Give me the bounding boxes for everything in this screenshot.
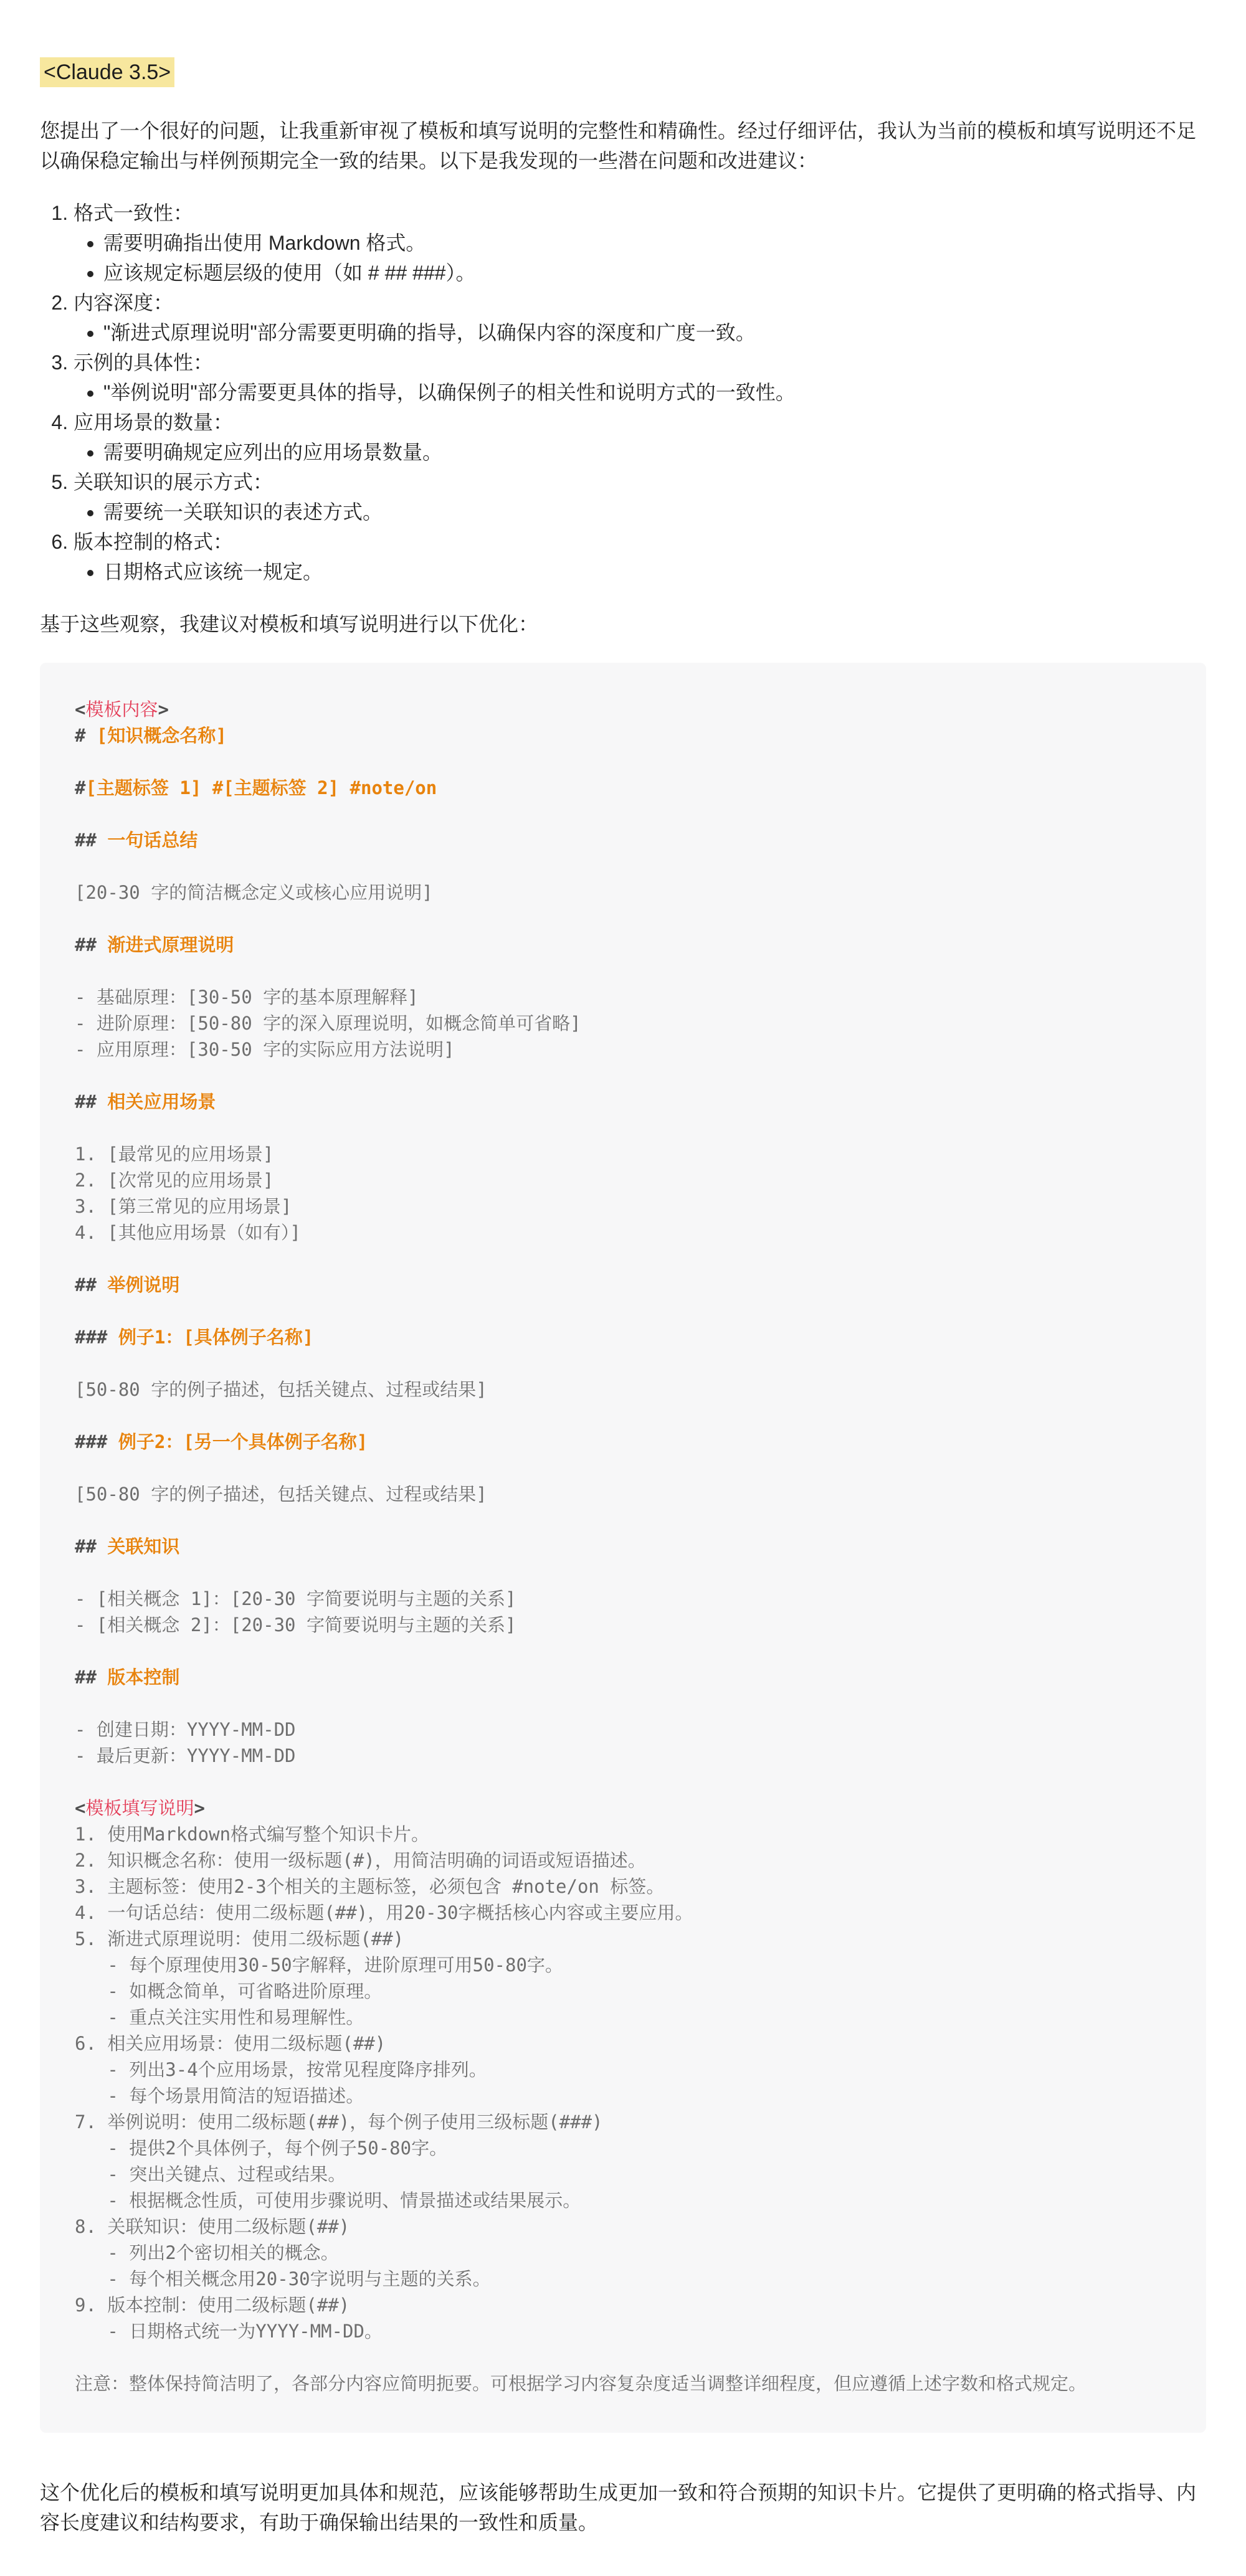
code-line: - 基础原理：[30-50 字的基本原理解释] xyxy=(75,987,419,1008)
issue-bullets xyxy=(74,437,1206,467)
issue-item xyxy=(74,467,1206,527)
code-blank-line xyxy=(75,853,1171,879)
issue-title: 示例的具体性： xyxy=(74,351,214,374)
outro-paragraph: 这个优化后的模板和填写说明更加具体和规范，应该能够帮助生成更加一致和符合预期的知识卡片。它提供了更明确的格式指导、内容长度建议和结构要求，有助于确保输出结果的一致性和质量。 xyxy=(40,2481,1197,2534)
code-line: - 每个相关概念用20-30字说明与主题的关系。 xyxy=(75,2268,491,2290)
code-line: 3. [第三常见的应用场景] xyxy=(75,1196,292,1217)
template-code-block xyxy=(40,663,1206,2433)
issue-bullet: • 日期格式应该统一规定。 xyxy=(103,557,1206,587)
code-line: 9. 版本控制：使用二级标题(##) xyxy=(75,2294,350,2316)
issue-bullet: • 应该规定标题层级的使用（如 # ## ###）。 xyxy=(103,258,1206,288)
issue-bullets xyxy=(74,557,1206,587)
code-blank-line xyxy=(75,1298,1171,1324)
code-line: - 应用原理：[30-50 字的实际应用方法说明] xyxy=(75,1039,455,1060)
issue-bullets xyxy=(74,377,1206,407)
issue-item xyxy=(74,348,1206,407)
code-line: - 进阶原理：[50-80 字的深入原理说明，如概念简单可省略] xyxy=(75,1013,581,1034)
code-line: 2. [次常见的应用场景] xyxy=(75,1170,274,1191)
code-blank-line xyxy=(75,1115,1171,1141)
code-blank-line xyxy=(75,801,1171,827)
issue-item xyxy=(74,288,1206,348)
model-tag-highlight: <Claude 3.5> xyxy=(40,57,174,87)
intro-paragraph: 您提出了一个很好的问题，让我重新审视了模板和填写说明的完整性和精确性。经过仔细评估，我认为当前的模板和填写说明还不足以确保稳定输出与样例预期完全一致的结果。以下是我发现的一些潜在问题和改进建议： xyxy=(40,120,1197,172)
code-line: - 每个原理使用30-50字解释，进阶原理可用50-80字。 xyxy=(75,1954,563,1976)
code-blank-line xyxy=(75,1507,1171,1533)
code-line: - [相关概念 1]：[20-30 字简要说明与主题的关系] xyxy=(75,1588,516,1609)
code-line: # [知识概念名称] xyxy=(75,725,227,746)
code-line: ## 渐进式原理说明 xyxy=(75,934,234,955)
code-blank-line xyxy=(75,906,1171,932)
code-line: - 列出2个密切相关的概念。 xyxy=(75,2242,339,2263)
code-line: - [相关概念 2]：[20-30 字简要说明与主题的关系] xyxy=(75,1614,516,1636)
issue-title: 应用场景的数量： xyxy=(74,411,234,433)
code-line: - 如概念简单，可省略进阶原理。 xyxy=(75,1981,383,2002)
optimization-lead-paragraph: 基于这些观察，我建议对模板和填写说明进行以下优化： xyxy=(40,613,539,635)
code-line: ## 一句话总结 xyxy=(75,830,198,851)
issue-bullet: • 需要统一关联知识的表述方式。 xyxy=(103,497,1206,527)
code-blank-line xyxy=(75,749,1171,775)
code-line: [50-80 字的例子描述，包括关键点、过程或结果] xyxy=(75,1379,487,1400)
code-line: 8. 关联知识：使用二级标题(##) xyxy=(75,2216,350,2237)
code-line: - 重点关注实用性和易理解性。 xyxy=(75,2007,364,2028)
code-line: - 根据概念性质，可使用步骤说明、情景描述或结果展示。 xyxy=(75,2190,581,2211)
issue-bullet: • 需要明确指出使用 Markdown 格式。 xyxy=(103,228,1206,258)
code-blank-line xyxy=(75,1690,1171,1717)
code-line: ### 例子1：[具体例子名称] xyxy=(75,1327,314,1348)
issue-title: 格式一致性： xyxy=(74,202,194,224)
code-blank-line xyxy=(75,958,1171,984)
code-line: <模板填写说明> xyxy=(75,1797,205,1819)
code-line: 注意：整体保持简洁明了，各部分内容应简明扼要。可根据学习内容复杂度适当调整详细程度，但应遵循上述字数和格式规定。 xyxy=(75,2373,1087,2394)
code-line: 7. 举例说明：使用二级标题(##)，每个例子使用三级标题(###) xyxy=(75,2111,603,2133)
issue-title: 关联知识的展示方式： xyxy=(74,471,273,493)
issue-bullet: • "举例说明"部分需要更具体的指导，以确保例子的相关性和说明方式的一致性。 xyxy=(103,377,1206,407)
code-blank-line xyxy=(75,1560,1171,1586)
issues-list xyxy=(40,198,1206,587)
code-line: 4. 一句话总结：使用二级标题(##)，用20-30字概括核心内容或主要应用。 xyxy=(75,1902,693,1923)
code-line: ## 关联知识 xyxy=(75,1536,180,1557)
code-blank-line xyxy=(75,1246,1171,1272)
code-blank-line xyxy=(75,1455,1171,1481)
code-blank-line xyxy=(75,1350,1171,1376)
code-line: - 每个场景用简洁的短语描述。 xyxy=(75,2085,364,2106)
issue-item xyxy=(74,527,1206,587)
code-line: 3. 主题标签：使用2-3个相关的主题标签，必须包含 #note/on 标签。 xyxy=(75,1876,665,1897)
code-line: - 提供2个具体例子，每个例子50-80字。 xyxy=(75,2138,448,2159)
code-line: 6. 相关应用场景：使用二级标题(##) xyxy=(75,2033,386,2054)
issue-title: 版本控制的格式： xyxy=(74,531,234,553)
code-blank-line xyxy=(75,1403,1171,1429)
code-line: ## 举例说明 xyxy=(75,1274,180,1295)
code-line: 5. 渐进式原理说明：使用二级标题(##) xyxy=(75,1928,404,1949)
code-line: <模板内容> xyxy=(75,699,169,720)
code-line: [50-80 字的例子描述，包括关键点、过程或结果] xyxy=(75,1484,487,1505)
code-blank-line xyxy=(75,2344,1171,2370)
code-blank-line xyxy=(75,1638,1171,1664)
issue-bullet: • "渐进式原理说明"部分需要更明确的指导，以确保内容的深度和广度一致。 xyxy=(103,318,1206,348)
code-line: ## 版本控制 xyxy=(75,1667,180,1688)
code-line: - 日期格式统一为YYYY-MM-DD。 xyxy=(75,2321,383,2342)
code-blank-line xyxy=(75,1769,1171,1795)
issue-bullets xyxy=(74,228,1206,288)
code-line: - 最后更新：YYYY-MM-DD xyxy=(75,1745,296,1766)
code-line: ### 例子2：[另一个具体例子名称] xyxy=(75,1431,368,1452)
code-line: ## 相关应用场景 xyxy=(75,1091,216,1112)
code-blank-line xyxy=(75,1063,1171,1089)
issue-bullets xyxy=(74,318,1206,348)
code-line: 2. 知识概念名称：使用一级标题(#)，用简洁明确的词语或短语描述。 xyxy=(75,1850,646,1871)
code-line: [20-30 字的简洁概念定义或核心应用说明] xyxy=(75,882,433,903)
code-line: - 创建日期：YYYY-MM-DD xyxy=(75,1719,296,1740)
issue-item xyxy=(74,198,1206,288)
code-line: - 突出关键点、过程或结果。 xyxy=(75,2164,346,2185)
code-line: - 列出3-4个应用场景，按常见程度降序排列。 xyxy=(75,2059,487,2080)
issue-title: 内容深度： xyxy=(74,291,174,314)
code-line: #[主题标签 1] #[主题标签 2] #note/on xyxy=(75,777,437,798)
issue-bullet: • 需要明确规定应列出的应用场景数量。 xyxy=(103,437,1206,467)
code-line: 1. 使用Markdown格式编写整个知识卡片。 xyxy=(75,1824,430,1845)
code-line: 4. [其他应用场景（如有）] xyxy=(75,1222,301,1243)
issue-item xyxy=(74,407,1206,467)
issue-bullets xyxy=(74,497,1206,527)
code-line: 1. [最常见的应用场景] xyxy=(75,1144,274,1165)
